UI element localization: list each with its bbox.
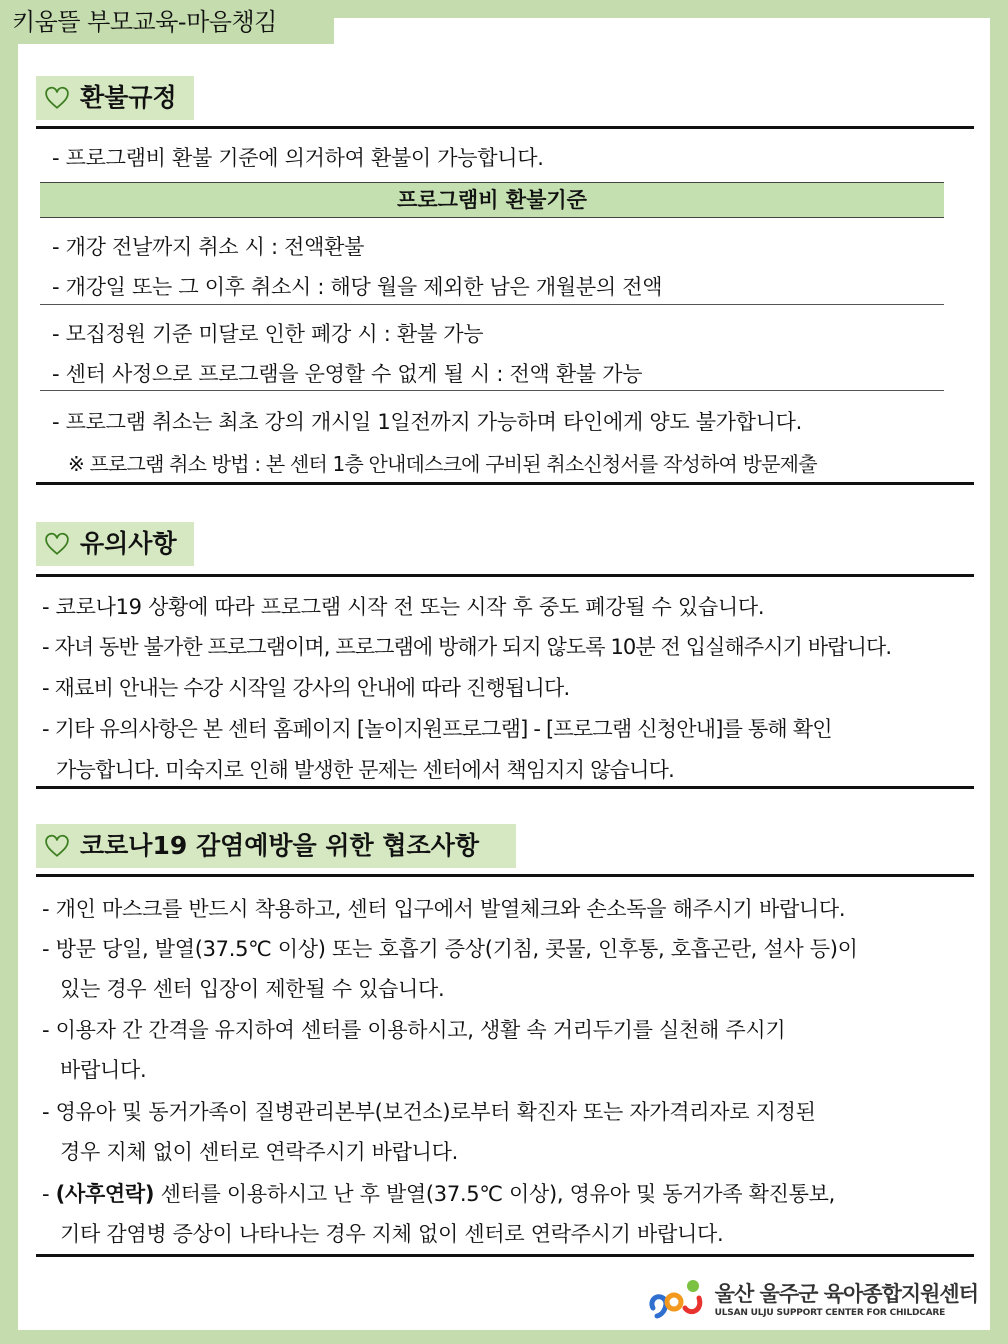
covid-item: - 영유아 및 동거가족이 질병관리본부(보건소)로부터 확진자 또는 자가격리자로 지정된	[42, 1100, 816, 1124]
covid-item: - 개인 마스크를 반드시 착용하고, 센터 입구에서 발열체크와 손소독을 해주시기 바랍니다.	[42, 897, 846, 921]
notice-item: - 기타 유의사항은 본 센터 홈페이지 [놀이지원프로그램] - [프로그램 신청안내]를 통해 확인	[42, 717, 832, 741]
covid-title: 코로나19 감염예방을 위한 협조사항	[80, 831, 480, 860]
refund-section-heading	[36, 76, 194, 120]
covid-item: - 방문 당일, 발열(37.5℃ 이상) 또는 호흡기 증상(기침, 콧물, 인후통, 호흡곤란, 설사 등)이	[42, 937, 858, 961]
heart-icon	[44, 833, 70, 859]
table-row-divider	[40, 390, 944, 391]
covid-item: - 이용자 간 간격을 유지하여 센터를 이용하시고, 생활 속 거리두기를 실천해 주시기	[42, 1018, 786, 1042]
notice-section-heading	[36, 522, 194, 566]
covid-item-continued: 경우 지체 없이 센터로 연락주시기 바랍니다.	[60, 1140, 458, 1164]
refund-item: - 프로그램 취소는 최초 강의 개시일 1일전까지 가능하며 타인에게 양도 불가합니다.	[52, 410, 803, 434]
covid-section-heading	[36, 824, 516, 868]
post-contact-label: (사후연락)	[55, 1182, 155, 1206]
divider	[36, 1254, 974, 1257]
notice-item: - 재료비 안내는 수강 시작일 강사의 안내에 따라 진행됩니다.	[42, 676, 570, 700]
refund-item: - 모집정원 기준 미달로 인한 폐강 시 : 환불 가능	[52, 322, 484, 346]
center-logo	[647, 1274, 978, 1322]
post-contact-text: 센터를 이용하시고 난 후 발열(37.5℃ 이상), 영유아 및 동거가족 확진통보,	[154, 1182, 835, 1206]
covid-item: - (사후연락) 센터를 이용하시고 난 후 발열(37.5℃ 이상), 영유아 및 동거가족 확진통보,	[42, 1182, 835, 1206]
notice-title: 유의사항	[80, 529, 177, 558]
divider	[36, 874, 974, 877]
refund-table-header: 프로그램비 환불기준	[40, 182, 944, 218]
center-name-korean: 울산 울주군 육아종합지원센터	[714, 1282, 978, 1306]
refund-cancel-method: ※ 프로그램 취소 방법 : 본 센터 1층 안내데스크에 구비된 취소신청서를 작성하여 방문제출	[68, 452, 817, 476]
divider	[36, 574, 974, 577]
notice-item: - 자녀 동반 불가한 프로그램이며, 프로그램에 방해가 되지 않도록 10분 전 입실해주시기 바랍니다.	[42, 635, 892, 659]
divider	[36, 126, 974, 129]
notice-item: - 코로나19 상황에 따라 프로그램 시작 전 또는 시작 후 중도 폐강될 수 있습니다.	[42, 595, 765, 619]
childcare-center-logo-icon	[647, 1274, 707, 1322]
divider	[36, 482, 974, 485]
refund-item: - 개강일 또는 그 이후 취소시 : 해당 월을 제외한 남은 개월분의 전액	[52, 275, 663, 299]
heart-icon	[44, 85, 70, 111]
refund-item: - 개강 전날까지 취소 시 : 전액환불	[52, 235, 365, 259]
refund-title: 환불규정	[80, 83, 177, 112]
notice-item-continued: 가능합니다. 미숙지로 인해 발생한 문제는 센터에서 책임지지 않습니다.	[56, 758, 674, 782]
covid-item-continued: 있는 경우 센터 입장이 제한될 수 있습니다.	[60, 977, 445, 1001]
refund-item: - 센터 사정으로 프로그램을 운영할 수 없게 될 시 : 전액 환불 가능	[52, 362, 643, 386]
document-tab-title: 키움뜰 부모교육-마음챙김	[0, 0, 334, 44]
divider	[36, 786, 974, 789]
covid-item-continued: 기타 감염병 증상이 나타나는 경우 지체 없이 센터로 연락주시기 바랍니다.	[60, 1222, 724, 1246]
heart-icon	[44, 531, 70, 557]
refund-intro: - 프로그램비 환불 기준에 의거하여 환불이 가능합니다.	[52, 146, 544, 170]
center-name-english: ULSAN ULJU SUPPORT CENTER FOR CHILDCARE	[714, 1308, 946, 1318]
table-row-divider	[40, 304, 944, 305]
covid-item-continued: 바랍니다.	[60, 1058, 147, 1082]
